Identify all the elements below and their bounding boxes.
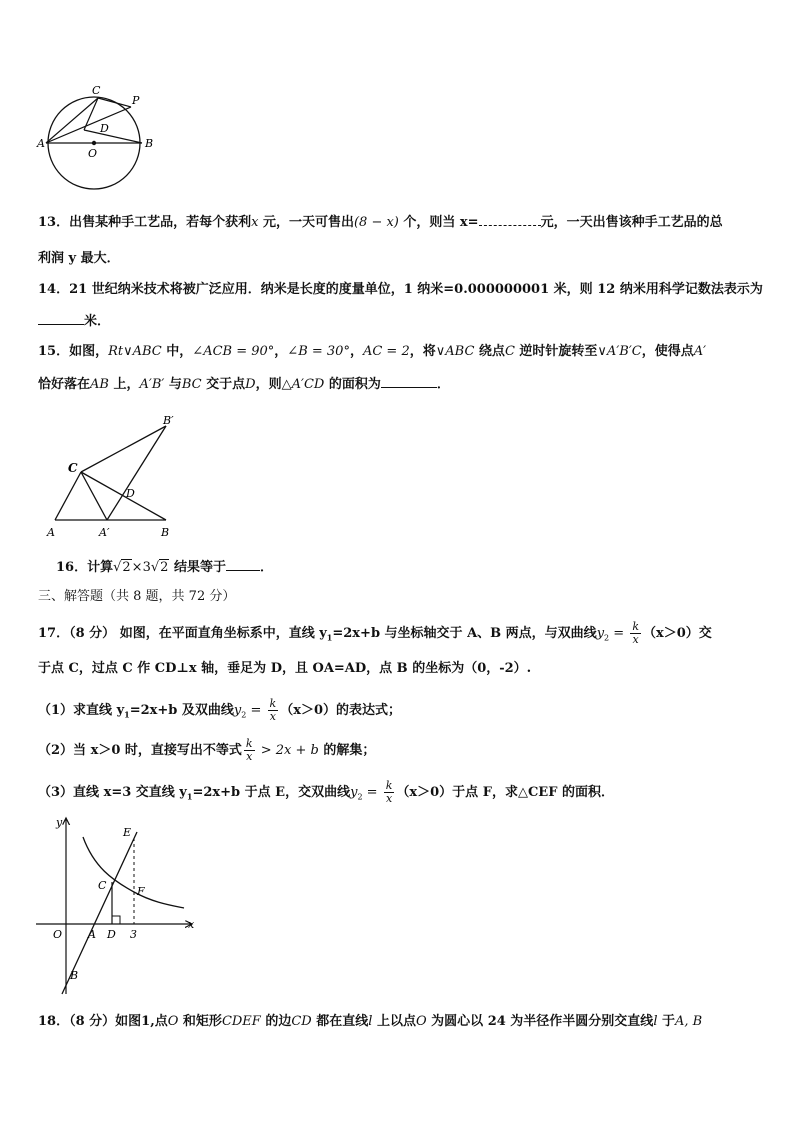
label-A-prime: A′ xyxy=(99,526,110,539)
hyperbola xyxy=(83,837,184,908)
q13-line2: 利润 y 最大． xyxy=(38,251,120,266)
q17-line1: 17．（8 分） 如图，在平面直角坐标系中，直线 $y_1=2x+b$ 与坐标轴交于 A、B 两点，与双曲线$y_2$ = $\frac{k}{x}$ （x＞0）交 xyxy=(38,620,712,646)
q15-line2: 恰好落在AB 上，A′B′ 与BC 交于点D，则△A′CD 的面积为 ． xyxy=(38,374,762,394)
q15-line1: 15．如图，Rt∨ABC 中，∠ACB = 90°，∠B = 30°，AC = 2，将∨ABC 绕点C 逆时针旋转至∨A′B′C，使得点A′ xyxy=(38,344,707,359)
q17-sub3: （3）直线 x=3 交直线 $y_1=2x+b$ 于点 E，交双曲线$y_2$ = $\frac{k}{x}$ （x＞0）于点 F，求△CEF 的面积． xyxy=(38,779,614,805)
sqrt-2-b: √2 xyxy=(150,560,169,575)
q16-line: 16．计算√2×3√2 结果等于 ． xyxy=(56,557,780,577)
answer-blank-q13[interactable] xyxy=(479,212,541,226)
label-C: C xyxy=(98,879,107,892)
label-C: C xyxy=(92,84,101,97)
label-B: B xyxy=(161,526,170,539)
answer-blank-q16[interactable] xyxy=(226,557,260,571)
answer-blank-q15[interactable] xyxy=(381,374,437,388)
figure-coordinate-graph xyxy=(34,812,204,1002)
label-D: D xyxy=(100,122,109,135)
q18-line1: 18．（8 分）如图1,点O 和矩形CDEF 的边CD 都在直线l 上以点O 为圆心以 24 为半径作半圆分别交直线l 于A, B xyxy=(38,1014,703,1029)
fraction-k-over-x: $\frac{k}{x}$ xyxy=(632,620,639,646)
label-B-prime: B′ xyxy=(163,414,174,427)
label-D: D xyxy=(126,487,135,500)
q17-line2: 于点 C，过点 C 作 CD⊥x 轴，垂足为 D，且 OA=AD，点 B 的坐标为（0，-2）. xyxy=(38,661,532,676)
label-A: A xyxy=(37,137,45,150)
label-D: D xyxy=(107,928,116,941)
section-title: 三、解答题（共 8 题，共 72 分） xyxy=(38,589,236,604)
figure-triangle xyxy=(40,412,190,542)
label-y: y xyxy=(56,816,63,829)
label-P: P xyxy=(132,94,140,107)
label-3: 3 xyxy=(130,928,137,941)
q14-line1: 14．21 世纪纳米技术将被广泛应用．纳米是长度的度量单位，1 纳米=0.000000001 米，则 12 纳米用科学记数法表示为 xyxy=(38,282,763,297)
q14-line2: 米． xyxy=(38,311,762,331)
q17-sub1: （1）求直线 $y_1=2x+b$ 及双曲线$y_2$ = $\frac{k}{x}$ （x＞0）的表达式； xyxy=(38,697,402,723)
label-A: A xyxy=(47,526,55,539)
label-B: B xyxy=(145,137,154,150)
q17-sub2: （2）当 x＞0 时，直接写出不等式 $\frac{k}{x}$ > 2x + b 的解集； xyxy=(38,737,376,763)
center-point xyxy=(92,141,96,145)
label-A: A xyxy=(88,928,96,941)
label-F: F xyxy=(137,885,145,898)
label-x: x xyxy=(188,918,195,931)
label-O: O xyxy=(53,928,63,941)
answer-blank-q14[interactable] xyxy=(38,311,84,325)
label-B: B xyxy=(70,969,79,982)
label-C: C xyxy=(68,461,78,475)
figure-circle xyxy=(36,80,160,192)
label-E: E xyxy=(123,826,132,839)
sqrt-2-a: √2 xyxy=(113,560,131,575)
q13-line1: 13．出售某种手工艺品，若每个获利x 元，一天可售出(8 − x) 个，则当 x= 元，一天出售该种手工艺品的总 xyxy=(38,212,762,232)
label-O: O xyxy=(88,147,98,160)
